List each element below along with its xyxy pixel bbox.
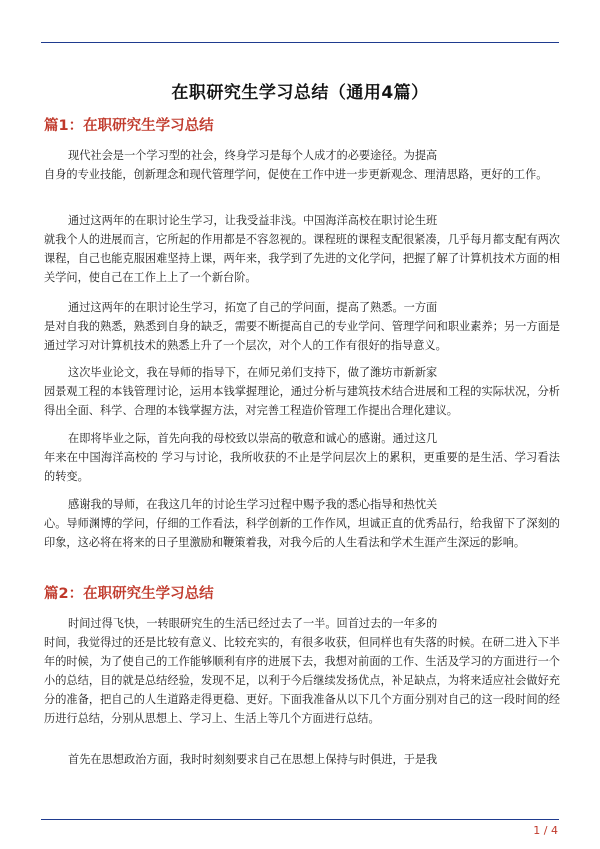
paragraph-text: 自身的专业技能，创新理念和现代管理学问，促使在工作中进一步更新观念、理清思路，更好的工作。 xyxy=(44,168,548,181)
section-heading-1: 篇1：在职研究生学习总结 xyxy=(44,118,214,134)
paragraph-text: 就我个人的进展而言，它所起的作用都是不容忽视的。课程班的课程支配很紧凑，几乎每月都支配有两次课程，自己也能克服困难坚持上课，两年来，我学到了先进的文化学问，把握了解了计算机技术方面的相关学问，使自己在工作上上了一个新台阶。 xyxy=(44,233,560,284)
s2-paragraph-2 xyxy=(44,750,560,769)
s1-paragraph-6 xyxy=(44,495,560,552)
s1-paragraph-4 xyxy=(44,363,560,420)
s1-paragraph-2 xyxy=(44,211,560,287)
paragraph-first-line: 首先在思想政治方面，我时时刻刻要求自己在思想上保持与时俱进，于是我 xyxy=(68,753,438,766)
page-title: 在职研究生学习总结（通用4篇） xyxy=(171,83,429,103)
paragraph-first-line: 在即将毕业之际，首先向我的母校致以崇高的敬意和诚心的感谢。通过这几 xyxy=(68,432,438,445)
s1-paragraph-1 xyxy=(44,146,560,184)
paragraph-first-line: 这次毕业论文，我在导师的指导下，在师兄弟们支持下，做了潍坊市新新家 xyxy=(68,366,438,379)
paragraph-first-line: 通过这两年的在职讨论生学习，拓宽了自己的学问面，提高了熟悉。一方面 xyxy=(68,301,438,314)
page-number: 1 / 4 xyxy=(533,824,558,837)
paragraph-first-line: 通过这两年的在职讨论生学习，让我受益非浅。中国海洋高校在职讨论生班 xyxy=(68,214,438,227)
paragraph-text: 心。导师渊博的学问，仔细的工作看法，科学创新的工作作风，坦诚正直的优秀品行，给我留下了深刻的印象，这必将在将来的日子里激励和鞭策着我，对我今后的人生看法和学术生涯产生深远的影响。 xyxy=(44,517,560,549)
paragraph-text: 园景观工程的本钱管理讨论，运用本钱掌握理论，通过分析与建筑技术结合进展和工程的实际状况，分析得出全面、科学、合理的本钱掌握方法，对完善工程造价管理工作提出合理化建议。 xyxy=(44,385,560,417)
footer-rule xyxy=(41,819,559,820)
paragraph-first-line: 感谢我的导师，在我这几年的讨论生学习过程中赐予我的悉心指导和热忱关 xyxy=(68,498,438,511)
paragraph-first-line: 时间过得飞快，一转眼研究生的生活已经过去了一半。回首过去的一年多的 xyxy=(68,617,438,630)
paragraph-text: 时间，我觉得过的还是比较有意义、比较充实的，有很多收获，但同样也有失落的时候。在研二进入下半年的时候，为了使自己的工作能够顺利有序的进展下去，我想对前面的工作、生活及学习的方面进行一个小的总结，目的就是总结经验，发现不足，以利于今后继续发扬优点，补足缺点，为将来适应社会做好充分的准备，把自己的人生道路走得更稳、更好。下面我准备从以下几个方面分别对自己的这一段时间的经历进行总结，分别从思想上、学习上、生活上等几个方面进行总结。 xyxy=(44,636,560,725)
section-heading-2: 篇2：在职研究生学习总结 xyxy=(44,586,214,602)
s1-paragraph-3 xyxy=(44,298,560,355)
paragraph-first-line: 现代社会是一个学习型的社会，终身学习是每个人成才的必要途径。为提高 xyxy=(68,149,438,162)
s1-paragraph-5 xyxy=(44,429,560,486)
header-rule xyxy=(41,42,559,43)
paragraph-text: 是对自我的熟悉，熟悉到自身的缺乏，需要不断提高自己的专业学问、管理学问和职业素养；另一方面是通过学习对计算机技术的熟悉上升了一个层次，对个人的工作有很好的指导意义。 xyxy=(44,320,560,352)
s2-paragraph-1 xyxy=(44,614,560,728)
paragraph-text: 年来在中国海洋高校的 学习与讨论，我所收获的不止是学问层次上的累积，更重要的是生活、学习看法的转变。 xyxy=(44,451,560,483)
